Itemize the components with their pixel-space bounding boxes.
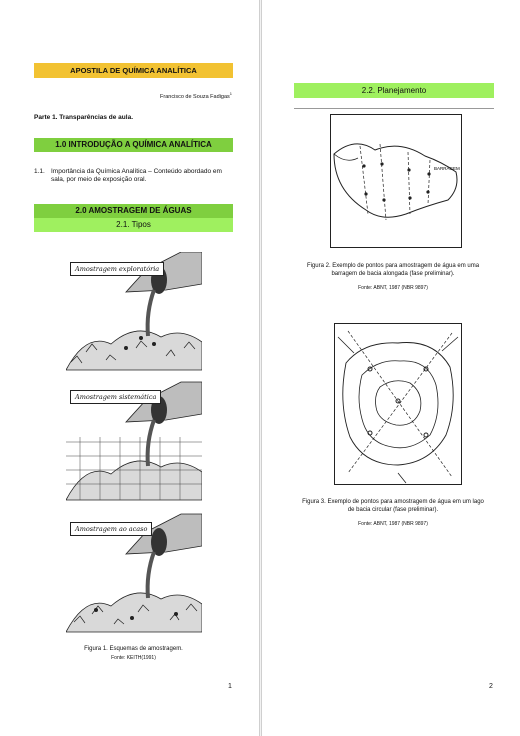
label-systematic: Amostragem sistemática [70,390,161,404]
section2-heading: 2.0 AMOSTRAGEM DE ÁGUAS [34,204,233,218]
figure2-caption: Figura 2. Exemplo de pontos para amostragem de água em uma barragem de bacia alongada (fase preliminar). [306,263,480,277]
divider [294,108,494,109]
item-number: 1.1. [34,168,45,175]
author-name: Francisco de Souza Fadigas [160,93,230,100]
document-title: APOSTILA DE QUÍMICA ANALÍTICA [34,63,233,78]
figure1-source: Fonte: KEITH(1991) [111,655,156,661]
page-2 [261,0,520,736]
figure2-source: Fonte: ABNT, 1987 (NBR 9897) [358,285,428,291]
section1-heading: 1.0 INTRODUÇÃO A QUÍMICA ANALÍTICA [34,138,233,152]
page-number: 1 [228,683,232,690]
item-text: Importância da Química Analítica – Conteúdo abordado em sala, por meio de exposição oral. [51,168,222,183]
figure2-map [330,114,462,248]
subsection-tipos: 2.1. Tipos [34,218,233,232]
author-line [160,90,232,101]
sampling-sketches [66,252,202,640]
subsection-planejamento: 2.2. Planejamento [294,83,494,98]
part-label: Parte 1. Transparências de aula. [34,114,133,121]
page-number: 2 [489,683,493,690]
label-exploratory: Amostragem exploratória [70,262,164,276]
figure3-source: Fonte: ABNT, 1987 (NBR 9897) [358,521,428,527]
figure3-map [334,323,462,485]
author-footnote-mark: 1 [229,91,232,96]
figure1-caption: Figura 1. Esquemas de amostragem. [84,646,183,652]
map-label-barragem: BARRAGEM [434,166,460,171]
label-random: Amostragem ao acaso [70,522,152,536]
figure3-caption: Figura 3. Exemplo de pontos para amostragem de água em um lago de bacia circular (fase preliminar). [302,499,484,513]
